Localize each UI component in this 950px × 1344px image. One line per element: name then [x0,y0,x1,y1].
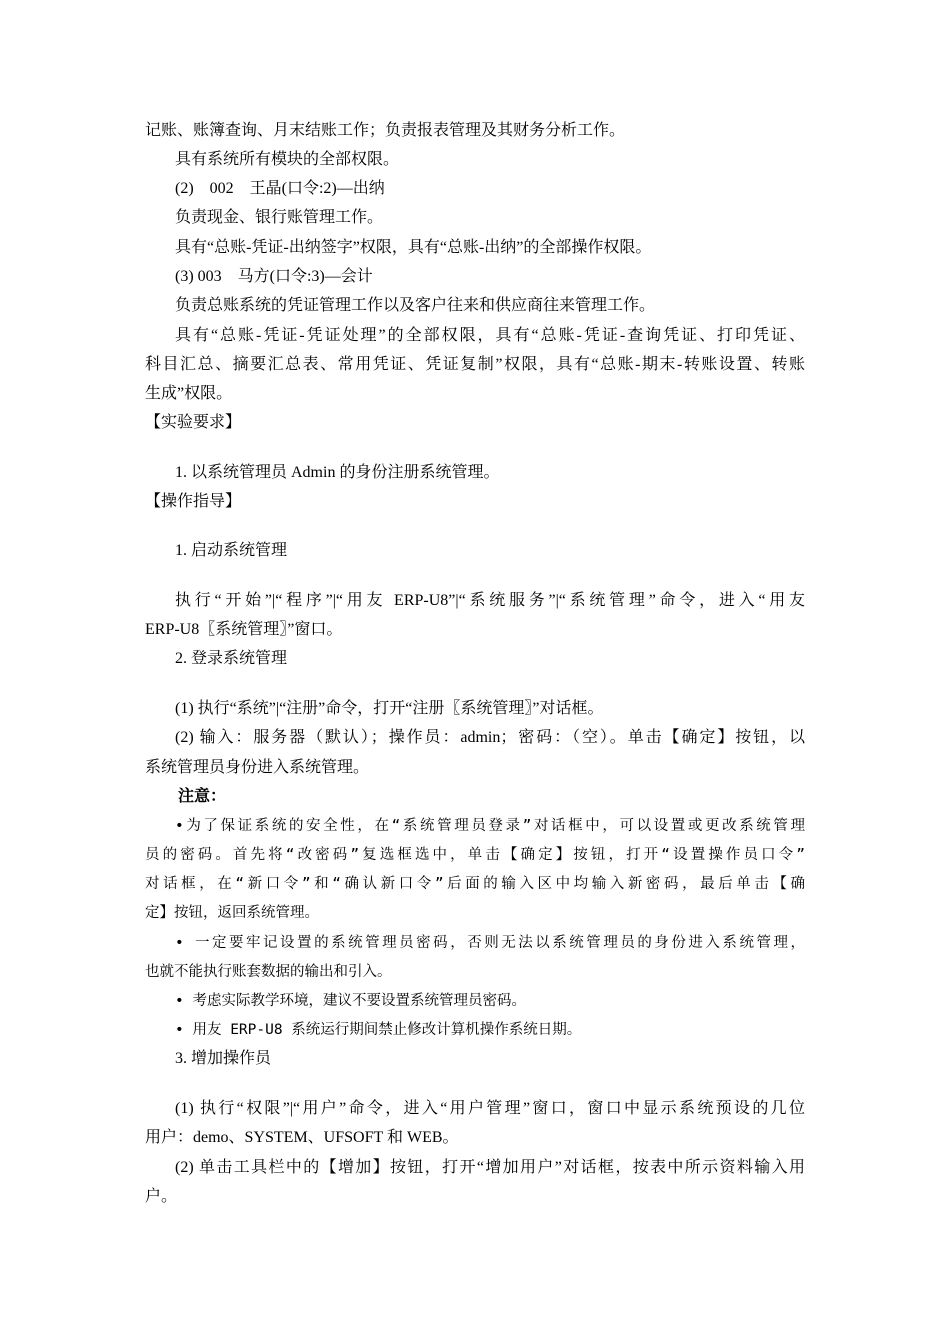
note-line: 定】按钮，返回系统管理。 [145,905,319,921]
text-line: ERP-U8〖系统管理〗”窗口。 [145,621,343,638]
text-line: 1. 以系统管理员 Admin 的身份注册系统管理。 [175,464,500,481]
text-line: (2) 单击工具栏中的【增加】按钮，打开“增加用户”对话框，按表中所示资料输入用 [175,1159,805,1176]
text-line: (1) 执行“系统”|“注册”命令，打开“注册〖系统管理〗”对话框。 [175,700,604,717]
note-line: • 用友 ERP-U8 系统运行期间禁止修改计算机操作系统日期。 [175,1022,582,1038]
text-line: 负责现金、银行账管理工作。 [175,209,384,226]
text-line: 具有系统所有模块的全部权限。 [175,151,400,168]
text-line: 记账、账簿查询、月末结账工作；负责报表管理及其财务分析工作。 [145,122,626,139]
text-line: 具有“总账-凭证-凭证处理”的全部权限，具有“总账-凭证-查询凭证、打印凭证、 [175,327,805,344]
note-line: •为了保证系统的安全性，在“系统管理员登录”对话框中，可以设置或更改系统管理 [175,818,805,834]
step-heading: 2. 登录系统管理 [175,650,288,667]
note-heading: 注意： [178,788,227,805]
note-line: • 一定要牢记设置的系统管理员密码，否则无法以系统管理员的身份进入系统管理， [175,935,805,951]
text-line: 负责总账系统的凭证管理工作以及客户往来和供应商往来管理工作。 [175,297,656,314]
text-line: (3) 003 马方(口令:3)—会计 [175,268,373,285]
step-heading: 1. 启动系统管理 [175,542,288,559]
text-line: (1) 执行“权限”|“用户”命令，进入“用户管理”窗口，窗口中显示系统预设的几位 [175,1100,805,1117]
text-line: 执行“开始”|“程序”|“用友 ERP-U8”|“系统服务”|“系统管理”命令，进入“用友 [175,592,805,609]
text-line: 科目汇总、摘要汇总表、常用凭证、凭证复制”权限，具有“总账-期末-转账设置、转账 [145,356,805,373]
section-heading: 【实验要求】 [145,414,242,431]
text-line: 系统管理员身份进入系统管理。 [145,759,370,776]
note-line: 员的密码。首先将“改密码”复选框选中，单击【确定】按钮，打开“设置操作员口令” [145,847,805,863]
text-line: 具有“总账-凭证-出纳签字”权限，具有“总账-出纳”的全部操作权限。 [175,239,652,256]
text-line: (2) 输入：服务器（默认）；操作员：admin；密码：（空）。单击【确定】按钮，以 [175,729,805,746]
section-heading: 【操作指导】 [145,493,242,510]
note-line: 对话框，在“新口令”和“确认新口令”后面的输入区中均输入新密码，最后单击【确 [145,876,805,892]
note-line: 也就不能执行账套数据的输出和引入。 [145,964,392,980]
text-line: 生成”权限。 [145,385,233,402]
text-line: (2) 002 王晶(口令:2)—出纳 [175,180,385,197]
step-heading: 3. 增加操作员 [175,1050,272,1067]
text-line: 用户：demo、SYSTEM、UFSOFT 和 WEB。 [145,1129,459,1146]
note-line: • 考虑实际教学环境，建议不要设置系统管理员密码。 [175,993,526,1009]
text-line: 户。 [145,1188,178,1205]
